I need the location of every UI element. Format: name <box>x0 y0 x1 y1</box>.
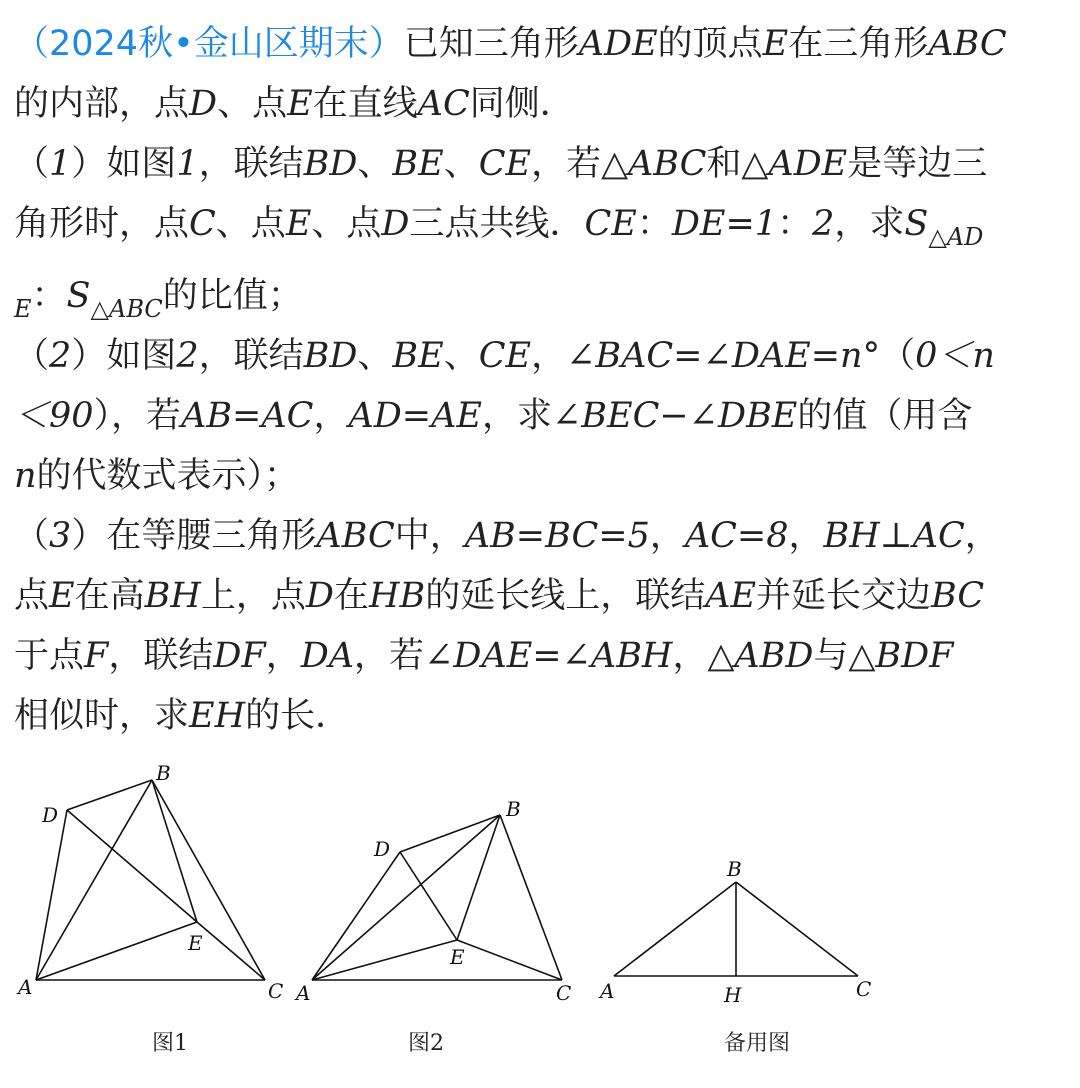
label-b: B <box>156 761 171 785</box>
part1-line-2 <box>14 194 1070 266</box>
label-h: H <box>724 983 742 1007</box>
math: BH⊥AC <box>823 516 965 556</box>
math: CE <box>584 204 637 244</box>
label-a: A <box>296 981 311 1005</box>
text: 中， <box>394 516 465 556</box>
math: BE <box>392 144 444 184</box>
math: BH <box>144 576 201 616</box>
math: BE <box>392 336 444 376</box>
problem-line-2 <box>14 74 1070 134</box>
math: DE <box>671 204 726 244</box>
text: = <box>725 204 755 244</box>
math: DA <box>300 636 355 676</box>
text: 、 <box>357 336 393 376</box>
text: 在高 <box>74 576 145 616</box>
text: ， <box>649 516 685 556</box>
text: ，△ <box>672 636 735 676</box>
math: BC <box>931 576 985 616</box>
text: ，求 <box>834 204 905 244</box>
text: ）如图 <box>71 144 177 184</box>
text: ）在等腰三角形 <box>71 516 317 556</box>
text: 在直线 <box>312 84 418 124</box>
math: ＜90 <box>14 396 94 436</box>
text: 并延长交边 <box>756 576 932 616</box>
text: ，联结 <box>198 144 304 184</box>
text: 和△ <box>706 144 769 184</box>
caption-fig3: 备用图 <box>724 1031 791 1056</box>
segment-bc <box>500 815 562 980</box>
math: 2 <box>176 336 199 376</box>
text: ， <box>265 636 301 676</box>
segment-ae <box>36 922 197 980</box>
caption-fig2: 图2 <box>408 1031 444 1056</box>
math: CE <box>478 144 532 184</box>
text: 相似时，求 <box>14 696 190 736</box>
text: （ <box>14 144 50 184</box>
math: 1 <box>754 204 778 244</box>
part3-line-4 <box>14 686 1070 746</box>
caption-fig1: 图1 <box>152 1031 188 1056</box>
math: EH <box>189 696 246 736</box>
math: ABD <box>734 636 814 676</box>
math: BD <box>303 336 358 376</box>
label-a: A <box>18 975 33 999</box>
segment-ec <box>457 940 562 980</box>
text: 、 <box>357 144 393 184</box>
part2-line-3 <box>14 446 1070 506</box>
text: （ <box>14 336 50 376</box>
text: 、 <box>443 144 479 184</box>
math: ∠BEC−∠DBE <box>551 396 798 436</box>
text: 的顶点 <box>657 24 763 64</box>
text: ， <box>788 516 824 556</box>
label-e: E <box>450 945 465 969</box>
math: 1 <box>49 144 72 184</box>
text: 点 <box>14 576 50 616</box>
text: 、点 <box>311 204 382 244</box>
text: ，若△ <box>531 144 628 184</box>
segment-be <box>152 780 197 922</box>
math: F <box>84 636 109 676</box>
math: AC <box>417 84 470 124</box>
math: DF <box>213 636 266 676</box>
math: E <box>762 24 789 64</box>
math: D <box>189 84 218 124</box>
math: BD <box>303 144 358 184</box>
math: AC=8 <box>684 516 789 556</box>
label-a: A <box>600 979 615 1003</box>
math-subscript: △ABC <box>90 295 163 323</box>
text: 、 <box>443 336 479 376</box>
part3-line-1 <box>14 506 1070 566</box>
text: ，联结 <box>108 636 214 676</box>
text: 已知三角形 <box>403 24 579 64</box>
math: ABC <box>316 516 395 556</box>
math: n <box>14 456 37 496</box>
segment-bc <box>152 780 265 980</box>
text: ，联结 <box>198 336 304 376</box>
text: 的长． <box>245 696 351 736</box>
text: （ <box>14 516 50 556</box>
math: 2 <box>812 204 835 244</box>
text: 在三角形 <box>788 24 929 64</box>
text: ），若 <box>93 396 182 436</box>
part2-line-1 <box>14 326 1070 386</box>
text: 三点共线． <box>409 204 585 244</box>
segment-ad <box>312 852 400 980</box>
text: ，若 <box>354 636 425 676</box>
math: E <box>285 204 312 244</box>
text: 与△ <box>813 636 876 676</box>
math: D <box>381 204 410 244</box>
math: S <box>66 276 91 316</box>
math-subscript: E <box>14 295 32 323</box>
problem-text <box>14 14 1070 746</box>
math: S <box>904 204 929 244</box>
math: CE <box>478 336 532 376</box>
text: 的比值； <box>162 276 303 316</box>
math: E <box>287 84 313 124</box>
text: 上，点 <box>200 576 306 616</box>
label-e: E <box>188 931 203 955</box>
segment-db <box>400 815 500 852</box>
figure-3 <box>598 857 871 1056</box>
text: 、点 <box>217 84 288 124</box>
part3-line-3 <box>14 626 1070 686</box>
segment-ab <box>614 882 736 976</box>
math: BDF <box>875 636 954 676</box>
label-c: C <box>556 981 572 1005</box>
figures <box>0 760 1080 1080</box>
text: ： <box>31 276 67 316</box>
math: ABC <box>928 24 1007 64</box>
text: 的延长线上，联结 <box>425 576 706 616</box>
text: ）如图 <box>71 336 177 376</box>
part1-line-3 <box>14 266 1070 326</box>
segment-ec <box>197 922 265 980</box>
label-d: D <box>42 803 59 827</box>
segment-bc <box>736 882 858 976</box>
math: ADE <box>578 24 658 64</box>
math: AD=AE <box>348 396 482 436</box>
math: 2 <box>49 336 72 376</box>
label-b: B <box>506 797 521 821</box>
math: 1 <box>176 144 199 184</box>
figure-1 <box>16 761 283 1056</box>
text: 的值（用含 <box>797 396 973 436</box>
math: C <box>189 204 216 244</box>
segment-de <box>67 810 197 922</box>
text: ，求 <box>481 396 552 436</box>
text: 于点 <box>14 636 85 676</box>
problem-source: （2024秋•金山区期末） <box>14 24 404 64</box>
segment-db <box>67 780 152 810</box>
text: 、点 <box>215 204 286 244</box>
part3-line-2 <box>14 566 1070 626</box>
text: ： <box>777 204 813 244</box>
problem-line-1 <box>14 14 1070 74</box>
text: 的内部，点 <box>14 84 190 124</box>
math: ABC <box>627 144 707 184</box>
part1-line-1 <box>14 134 1070 194</box>
math: 0＜n <box>915 336 995 376</box>
math: E <box>49 576 75 616</box>
math: AB=BC=5 <box>464 516 650 556</box>
text: 是等边三 <box>847 144 988 184</box>
math-subscript: △AD <box>928 223 984 251</box>
figure-2 <box>294 797 571 1056</box>
text: （ <box>880 336 916 376</box>
math: HB <box>368 576 426 616</box>
part2-line-2 <box>14 386 1070 446</box>
text: 角形时，点 <box>14 204 190 244</box>
text: ， <box>313 396 349 436</box>
math: ∠BAC=∠DAE=n° <box>566 336 881 376</box>
label-d: D <box>374 837 391 861</box>
label-c: C <box>856 977 872 1001</box>
text: ， <box>531 336 567 376</box>
math: ADE <box>768 144 848 184</box>
math: ∠DAE=∠ABH <box>424 636 673 676</box>
math: AB=AC <box>181 396 314 436</box>
math: AE <box>705 576 757 616</box>
text: 的代数式表示）； <box>36 456 300 496</box>
text: 在 <box>333 576 369 616</box>
text: ， <box>964 516 1000 556</box>
text: ： <box>636 204 672 244</box>
text: 同侧． <box>469 84 575 124</box>
math: D <box>305 576 334 616</box>
math: 3 <box>49 516 72 556</box>
label-c: C <box>268 979 284 1003</box>
label-b: B <box>727 857 742 881</box>
